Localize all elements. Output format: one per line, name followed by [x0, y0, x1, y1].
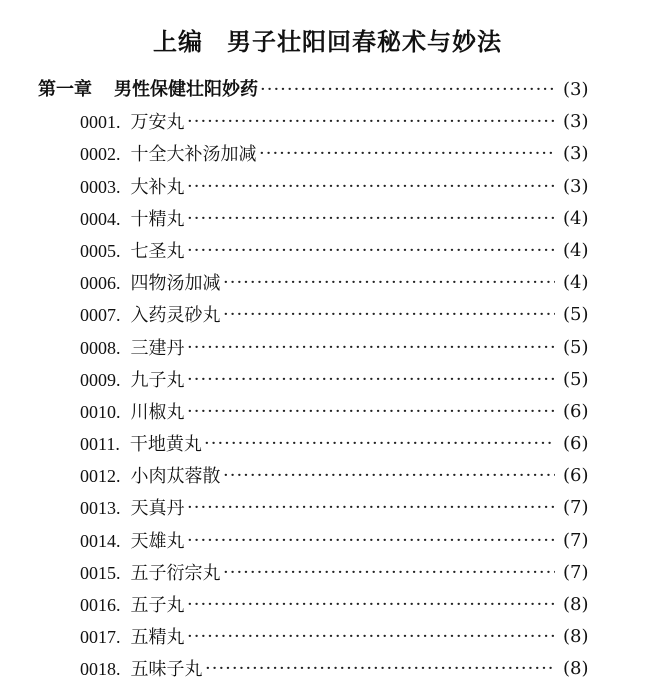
entry-label: [80, 460, 221, 492]
entry-label: [80, 653, 203, 685]
entry-name: 万安丸: [130, 112, 185, 134]
dot-leader: [187, 589, 555, 621]
toc-entry-row[interactable]: [0, 203, 655, 235]
toc-entry-row[interactable]: [0, 396, 655, 428]
entry-number: 0018.: [80, 659, 121, 680]
entry-name: 四物汤加减: [130, 273, 221, 295]
dot-leader: [187, 106, 555, 138]
dot-leader: [187, 396, 555, 428]
page-number: (7): [563, 561, 589, 583]
toc-entry-row[interactable]: [0, 138, 655, 170]
table-of-contents: [0, 74, 655, 686]
entry-label: [80, 396, 185, 428]
entry-number: 0006.: [80, 273, 121, 294]
chapter-heading: [38, 74, 258, 106]
entry-number: 0016.: [80, 595, 121, 615]
entry-name: 五子衍宗丸: [130, 562, 221, 584]
dot-leader: [187, 235, 555, 267]
page-number: (8): [563, 658, 589, 680]
entry-label: [80, 267, 221, 299]
entry-label: [80, 589, 185, 621]
entry-number: 0010.: [80, 401, 121, 422]
entry-number: 0015.: [80, 562, 121, 583]
entry-number: 0004.: [80, 208, 121, 229]
dot-leader: [260, 74, 555, 106]
entry-name: 大补丸: [130, 176, 185, 198]
entry-name: 十全大补汤加减: [130, 144, 257, 166]
entry-number: 0009.: [80, 369, 121, 390]
dot-leader: [223, 460, 555, 492]
page-number: (6): [563, 400, 589, 422]
entry-label: [80, 557, 221, 589]
entry-label: [80, 171, 185, 203]
page-number: (8): [563, 626, 589, 648]
entry-label: [80, 299, 221, 331]
toc-entry-row[interactable]: [0, 589, 655, 621]
page-number: (3): [563, 79, 589, 100]
dot-leader: [205, 653, 555, 685]
entry-label: [80, 332, 185, 364]
page-number: (5): [563, 368, 589, 390]
entry-name: 干地黄丸: [129, 434, 202, 456]
entry-number: 0002.: [80, 144, 121, 165]
dot-leader: [187, 203, 555, 235]
entry-label: [80, 203, 185, 235]
page-number: (3): [563, 175, 589, 197]
entry-name: 三建丹: [130, 337, 185, 359]
part-title: 男子壮阳回春秘术与妙法: [227, 28, 502, 56]
dot-leader: [223, 299, 555, 331]
entry-label: [80, 364, 185, 396]
entry-name: 十精丸: [130, 208, 185, 230]
entry-label: [80, 428, 202, 460]
entry-number: 0013.: [80, 498, 121, 519]
entry-number: 0001.: [80, 112, 121, 133]
page-title: [0, 22, 655, 57]
dot-leader: [223, 557, 555, 589]
entry-number: 0011.: [80, 434, 120, 455]
toc-entry-row[interactable]: [0, 428, 655, 460]
entry-name: 天真丹: [130, 498, 185, 520]
entry-name: 天雄丸: [130, 530, 185, 552]
dot-leader: [259, 138, 555, 170]
entry-label: [80, 525, 185, 557]
entry-number: 0008.: [80, 337, 121, 358]
part-label: 上编: [153, 28, 203, 56]
page-number: (4): [563, 207, 589, 229]
entry-name: 入药灵砂丸: [130, 305, 221, 327]
entry-name: 七圣丸: [130, 240, 185, 262]
page-number: (7): [563, 529, 589, 551]
entry-label: [80, 106, 185, 138]
toc-entry-row[interactable]: [0, 460, 655, 492]
entry-name: 五精丸: [130, 627, 185, 649]
entry-label: [80, 492, 185, 524]
dot-leader: [187, 332, 555, 364]
chapter-number: 第一章: [38, 79, 92, 100]
page-number: (7): [563, 497, 589, 519]
page-number: (4): [563, 272, 589, 294]
entry-number: 0014.: [80, 530, 121, 551]
entry-label: [80, 138, 257, 170]
toc-entry-row[interactable]: [0, 525, 655, 557]
toc-entry-row[interactable]: [0, 557, 655, 589]
toc-entry-row[interactable]: [0, 332, 655, 364]
entry-number: 0005.: [80, 240, 121, 261]
dot-leader: [204, 428, 555, 460]
page-number: (8): [563, 594, 589, 615]
page-number: (3): [563, 111, 589, 133]
dot-leader: [187, 492, 555, 524]
toc-entry-row[interactable]: [0, 621, 655, 653]
page-number: (5): [563, 336, 589, 358]
entry-number: 0017.: [80, 627, 121, 648]
toc-entry-row[interactable]: [0, 171, 655, 203]
page-number: (3): [563, 143, 589, 165]
dot-leader: [187, 171, 555, 203]
dot-leader: [187, 621, 555, 653]
toc-entry-row[interactable]: [0, 364, 655, 396]
entry-name: 小肉苁蓉散: [130, 466, 221, 488]
toc-entry-row[interactable]: [0, 106, 655, 138]
page-number: (5): [563, 304, 589, 326]
dot-leader: [223, 267, 555, 299]
chapter-title: 男性保健壮阳妙药: [114, 79, 258, 100]
page-number: (4): [563, 239, 589, 261]
entry-name: 九子丸: [130, 369, 185, 391]
dot-leader: [187, 364, 555, 396]
entry-label: [80, 235, 185, 267]
dot-leader: [187, 525, 555, 557]
entry-name: 五味子丸: [130, 659, 203, 681]
toc-entry-row[interactable]: [0, 267, 655, 299]
entry-number: 0003.: [80, 176, 121, 197]
entry-name: 川椒丸: [130, 401, 185, 423]
page-number: (6): [563, 433, 589, 455]
entry-number: 0007.: [80, 305, 121, 326]
chapter-row[interactable]: [0, 74, 655, 106]
entry-name: 五子丸: [130, 595, 185, 616]
toc-entry-row[interactable]: [0, 235, 655, 267]
toc-entry-row[interactable]: [0, 299, 655, 331]
page-number: (6): [563, 465, 589, 487]
entry-number: 0012.: [80, 466, 121, 487]
toc-entry-row[interactable]: [0, 492, 655, 524]
toc-entry-row[interactable]: [0, 653, 655, 685]
entry-label: [80, 621, 185, 653]
